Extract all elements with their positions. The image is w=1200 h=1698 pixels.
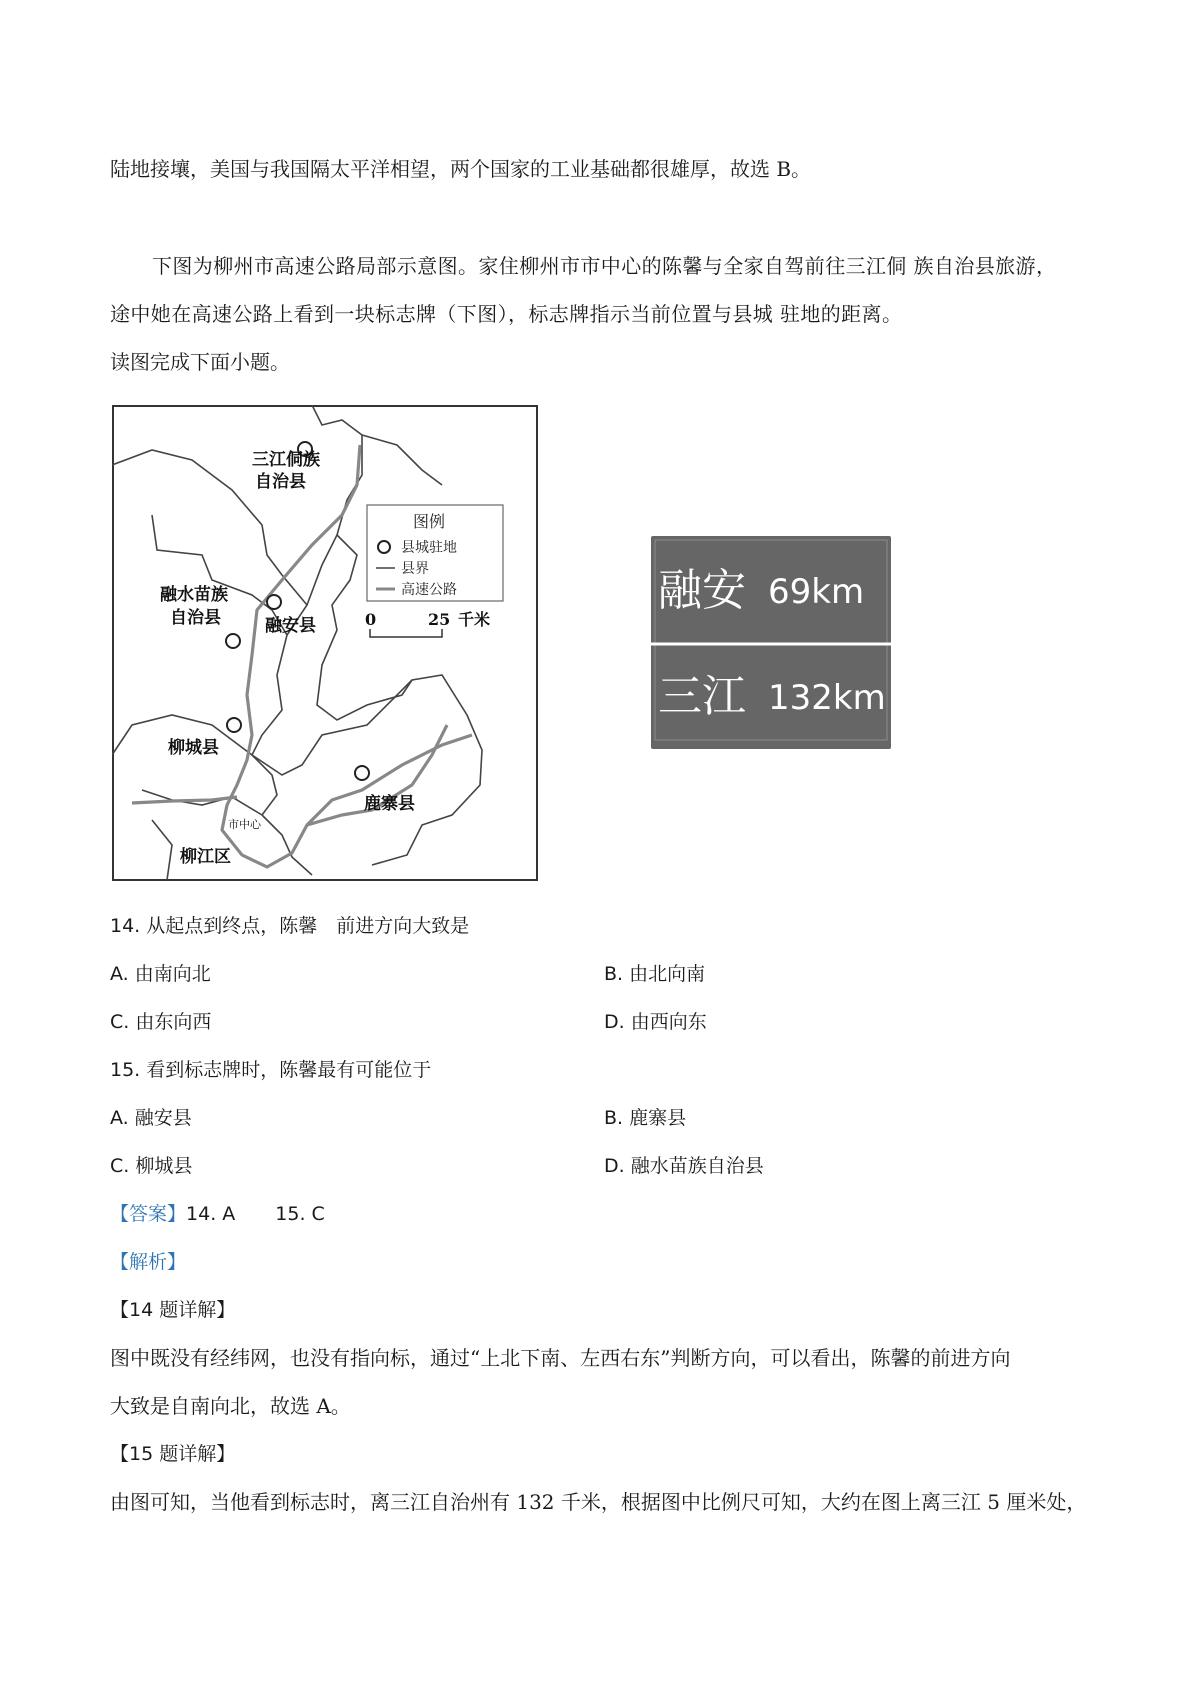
legend-county-border-label: 县界	[401, 561, 429, 577]
svg-text:鹿寨县	[364, 793, 415, 814]
q15-option-c: C. 柳城县	[110, 1155, 193, 1177]
svg-text:132km	[768, 678, 886, 718]
svg-text:图例	[413, 512, 445, 531]
svg-text:三江侗族	[252, 449, 320, 470]
passage-line-3: 读图完成下面小题。	[110, 350, 290, 374]
svg-text:县界	[401, 561, 429, 577]
county-seat-marker-rongshui	[226, 634, 240, 648]
map-label-rongshui-2: 自治县	[170, 608, 221, 628]
answer-q14: 14. A	[186, 1203, 236, 1225]
analysis-tag: 【解析】	[110, 1251, 187, 1273]
q14-option-d: D. 由西向东	[604, 1011, 707, 1033]
svg-text:柳江区	[180, 846, 231, 867]
svg-text:县城驻地	[401, 539, 457, 556]
answer-tag: 【答案】	[110, 1203, 187, 1225]
svg-text:自治县	[255, 471, 306, 492]
map-label-luzhai: 鹿寨县	[364, 794, 415, 814]
answer-q15: 15. C	[275, 1203, 325, 1225]
county-seat-marker-liucheng	[227, 718, 241, 732]
svg-text:柳城县	[168, 737, 219, 758]
highway-map	[112, 405, 538, 881]
analysis-14-line-1: 图中既没有经纬网，也没有指向标，通过“上北下南、左西右东”判断方向，可以看出，陈馨的前进方向	[110, 1346, 1011, 1370]
legend-seat-sample	[378, 541, 390, 553]
q14-option-c: C. 由东向西	[110, 1011, 212, 1033]
analysis-15-line-1: 由图可知，当他看到标志时，离三江自治州有 132 千米，根据图中比例尺可知，大约在图上离三江 5 厘米处，	[110, 1490, 1087, 1514]
question-14-stem: 14. 从起点到终点，陈馨 前进方向大致是	[110, 915, 470, 937]
svg-text:69km	[768, 572, 864, 612]
passage-line-2: 途中她在高速公路上看到一块标志牌（下图），标志牌指示当前位置与县城 驻地的距离。	[110, 302, 903, 326]
svg-text:融水苗族	[160, 584, 228, 605]
svg-text:千米	[458, 610, 490, 629]
scale-value: 25	[428, 610, 451, 629]
q15-option-b: B. 鹿寨县	[604, 1107, 687, 1129]
q15-option-a: A. 融安县	[110, 1107, 192, 1129]
map-label-city-center: 市中心	[228, 818, 261, 831]
svg-text:融安	[658, 565, 746, 616]
scale-unit: 千米	[458, 610, 491, 629]
legend-title: 图例	[413, 512, 446, 531]
q15-option-d: D. 融水苗族自治县	[604, 1155, 764, 1177]
answer-line	[110, 1200, 325, 1228]
sign-row2-place: 三江	[658, 671, 746, 722]
intro-line: 陆地接壤，美国与我国隔太平洋相望，两个国家的工业基础都很雄厚，故选 B。	[110, 157, 812, 181]
svg-text:25	[428, 610, 450, 629]
map-label-sanjiang-2: 自治县	[255, 472, 306, 492]
svg-text:0	[365, 610, 376, 629]
sign-row1-distance: 69km	[768, 572, 865, 612]
svg-text:三江	[658, 671, 746, 722]
q14-option-a: A. 由南向北	[110, 963, 211, 985]
county-seat-marker-luzhai	[355, 766, 369, 780]
passage-line-1: 下图为柳州市高速公路局部示意图。家住柳州市市中心的陈馨与全家自驾前往三江侗 族自治县旅游，	[152, 254, 1057, 278]
analysis-heading-15: 【15 题详解】	[110, 1443, 236, 1465]
svg-text:高速公路	[401, 581, 457, 598]
legend-county-seat-label: 县城驻地	[401, 540, 457, 556]
highway-map-svg	[112, 405, 538, 881]
distance-road-sign-svg	[648, 533, 894, 752]
question-15-stem: 15. 看到标志牌时，陈馨最有可能位于	[110, 1059, 432, 1081]
map-label-liujiang: 柳江区	[180, 847, 231, 867]
map-label-sanjiang-1: 三江侗族	[252, 450, 320, 470]
county-seat-marker-rongan	[267, 595, 281, 609]
sign-row1-place: 融安	[658, 565, 746, 616]
scale-zero: 0	[365, 610, 377, 629]
analysis-14-line-2: 大致是自南向北，故选 A。	[110, 1394, 351, 1418]
map-label-rongan: 融安县	[265, 616, 316, 636]
svg-text:市中心	[228, 817, 262, 831]
legend-highway-label: 高速公路	[401, 582, 457, 598]
map-label-liucheng: 柳城县	[168, 738, 219, 758]
sign-row2-distance: 132km	[768, 678, 886, 718]
analysis-heading-14: 【14 题详解】	[110, 1299, 236, 1321]
distance-road-sign	[648, 533, 894, 752]
svg-text:自治县	[170, 607, 221, 628]
q14-option-b: B. 由北向南	[604, 963, 706, 985]
svg-text:融安县	[265, 615, 316, 636]
map-label-rongshui-1: 融水苗族	[160, 585, 228, 605]
